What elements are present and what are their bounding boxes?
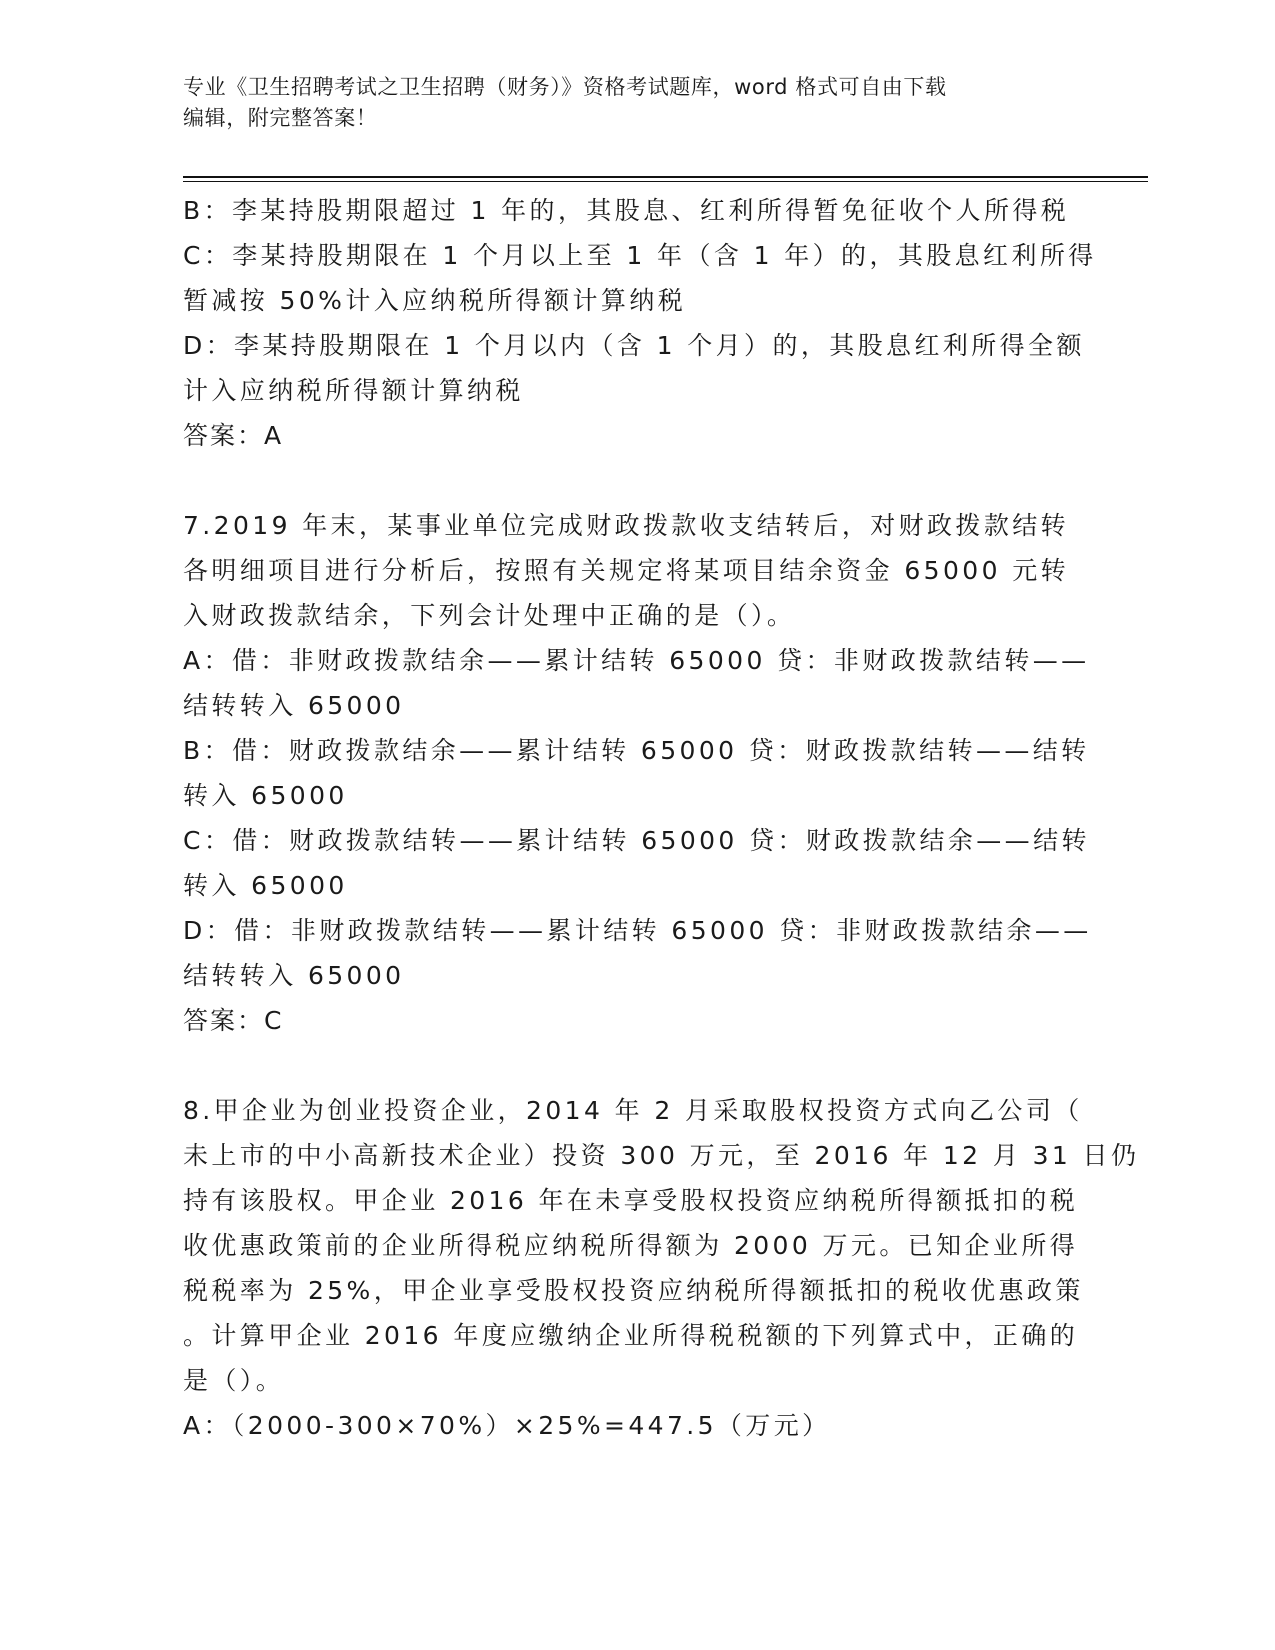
question-stem-line-7: 是（）。 [183, 1366, 285, 1395]
option-d-line-1: D：李某持股期限在 1 个月以内（含 1 个月）的，其股息红利所得全额 [183, 331, 1085, 360]
question-stem-line-3: 入财政拨款结余，下列会计处理中正确的是（）。 [183, 601, 796, 630]
question-stem-line-1: 8.甲企业为创业投资企业，2014 年 2 月采取股权投资方式向乙公司（ [183, 1096, 1083, 1125]
question-6-continued [183, 188, 1097, 458]
question-8 [183, 1088, 1140, 1448]
option-b-line-2: 转入 65000 [183, 781, 348, 810]
document-header [183, 72, 1063, 134]
question-stem-line-2: 各明细项目进行分析后，按照有关规定将某项目结余资金 65000 元转 [183, 556, 1070, 585]
option-b-line-1: B：借：财政拨款结余——累计结转 65000 贷：财政拨款结转——结转 [183, 736, 1090, 765]
spacer [183, 458, 1078, 503]
option-c-line-1: C：借：财政拨款结转——累计结转 65000 贷：财政拨款结余——结转 [183, 826, 1090, 855]
question-stem-line-4: 收优惠政策前的企业所得税应纳税所得额为 2000 万元。已知企业所得 [183, 1231, 1079, 1260]
option-d-line-2: 结转转入 65000 [183, 961, 405, 990]
option-c-line-2: 转入 65000 [183, 871, 348, 900]
header-divider-thin [183, 181, 1148, 182]
option-d-line-1: D：借：非财政拨款结转——累计结转 65000 贷：非财政拨款结余—— [183, 916, 1092, 945]
question-7 [183, 503, 1092, 1043]
question-stem-line-6: 。计算甲企业 2016 年度应缴纳企业所得税税额的下列算式中，正确的 [183, 1321, 1079, 1350]
question-stem-line-3: 持有该股权。甲企业 2016 年在未享受股权投资应纳税所得额抵扣的税 [183, 1186, 1079, 1215]
option-a-line-1: A：借：非财政拨款结余——累计结转 65000 贷：非财政拨款结转—— [183, 646, 1090, 675]
option-a: A：（2000-300×70%）×25%=447.5（万元） [183, 1411, 831, 1440]
header-divider-thick [183, 176, 1148, 178]
document-body [183, 188, 1140, 1448]
question-stem-line-1: 7.2019 年末，某事业单位完成财政拨款收支结转后，对财政拨款结转 [183, 511, 1070, 540]
option-c-line-2: 暂减按 50%计入应纳税所得额计算纳税 [183, 286, 687, 315]
header-line-2: 编辑，附完整答案！ [183, 106, 378, 130]
option-b: B：李某持股期限超过 1 年的，其股息、红利所得暂免征收个人所得税 [183, 196, 1070, 225]
question-stem-line-2: 未上市的中小高新技术企业）投资 300 万元，至 2016 年 12 月 31 日仍 [183, 1141, 1140, 1170]
answer: 答案：A [183, 421, 284, 450]
question-stem-line-5: 税税率为 25%，甲企业享受股权投资应纳税所得额抵扣的税收优惠政策 [183, 1276, 1084, 1305]
option-d-line-2: 计入应纳税所得额计算纳税 [183, 376, 524, 405]
answer: 答案：C [183, 1006, 284, 1035]
header-line-1: 专业《卫生招聘考试之卫生招聘（财务）》资格考试题库，word 格式可自由下载 [183, 75, 947, 99]
option-c-line-1: C：李某持股期限在 1 个月以上至 1 年（含 1 年）的，其股息红利所得 [183, 241, 1097, 270]
option-a-line-2: 结转转入 65000 [183, 691, 405, 720]
spacer [183, 1043, 1078, 1088]
